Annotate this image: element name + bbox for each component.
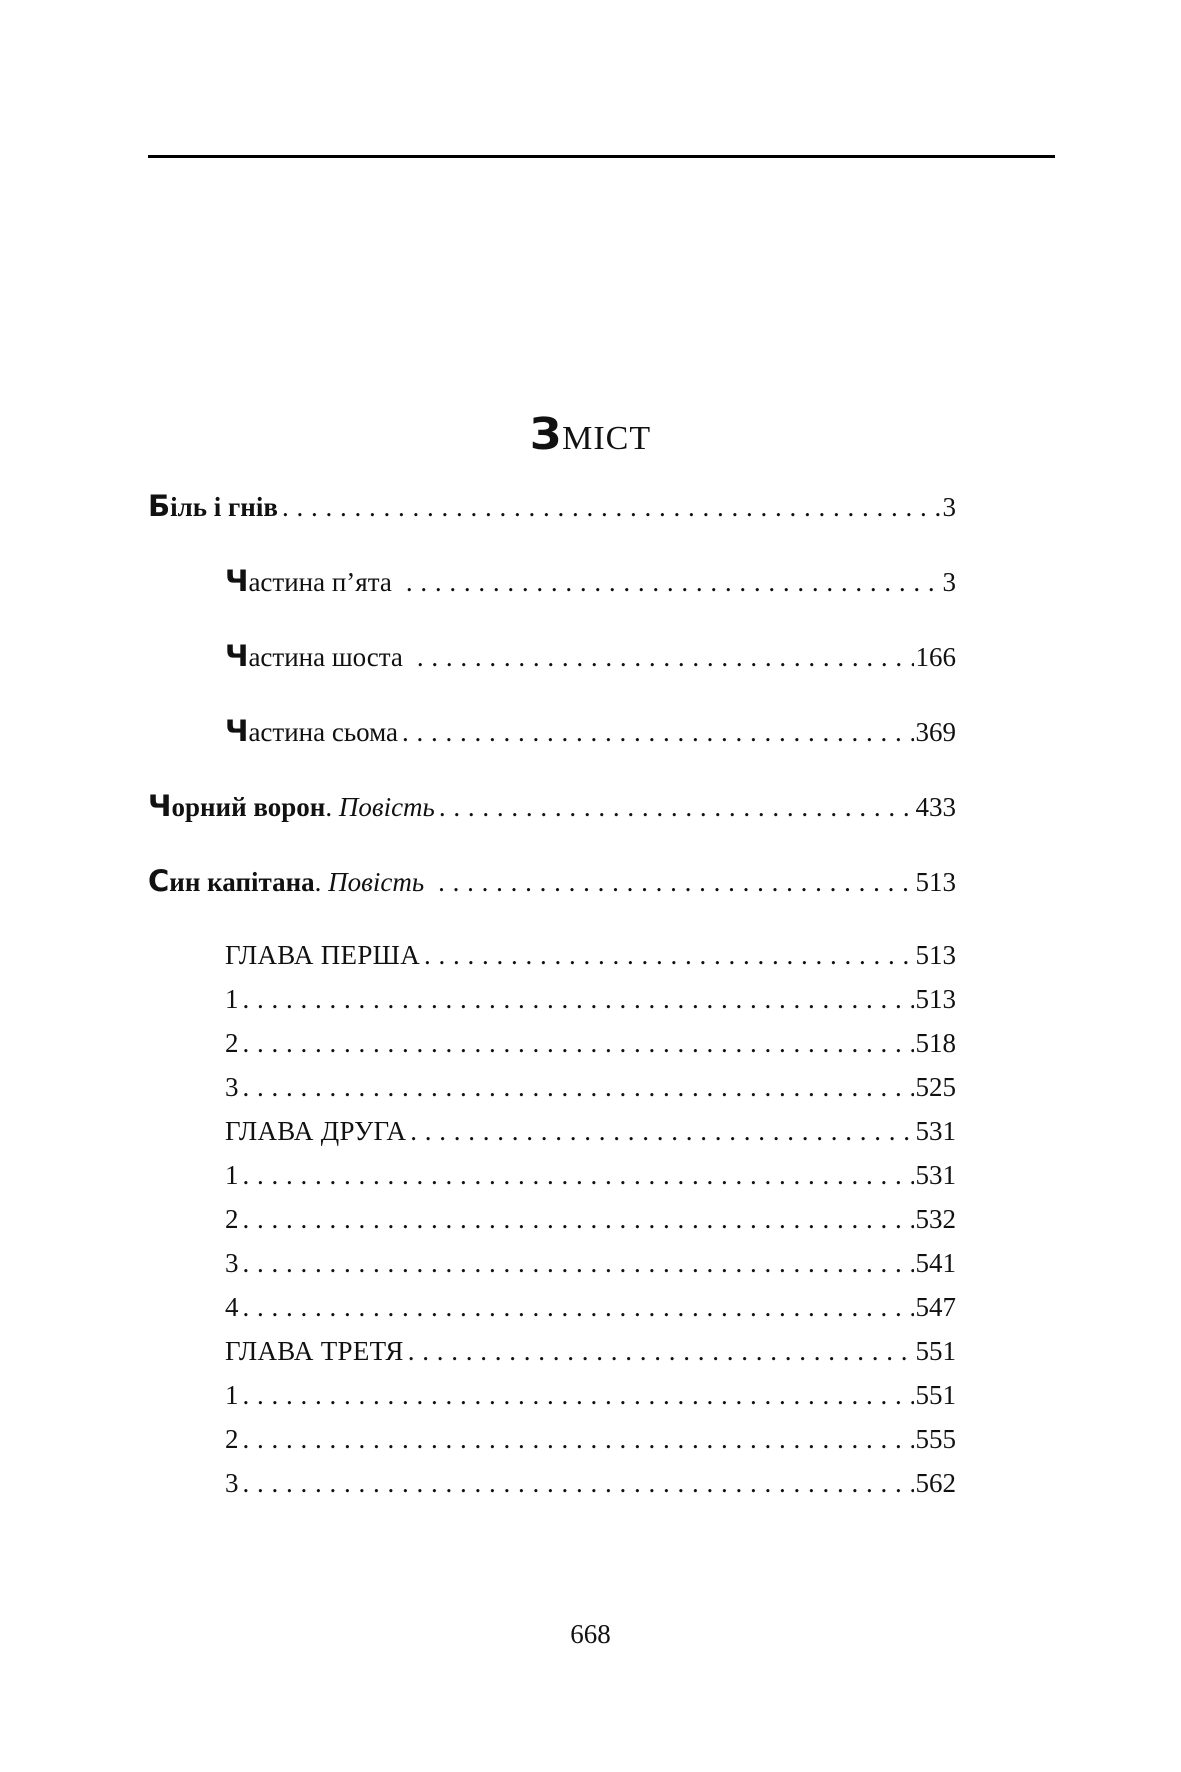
toc-entry-title: Біль і гнів [148, 489, 278, 523]
dot-leader [243, 1377, 914, 1413]
toc-entry-title: Чорний ворон. Повість [148, 789, 435, 823]
toc-entry-syn-kapitana[interactable] [148, 863, 956, 900]
dot-leader [438, 864, 913, 900]
toc-page-number: 531 [915, 1116, 956, 1146]
dot-leader [417, 639, 914, 675]
dot-leader [243, 1289, 914, 1325]
toc-page-number: 562 [915, 1468, 956, 1498]
toc-entry-section[interactable] [225, 1289, 956, 1325]
dot-leader [410, 1113, 913, 1149]
dot-leader [243, 1157, 914, 1193]
toc-entry-title: 2 [225, 1204, 239, 1234]
toc-entry-title: ГЛАВА ТРЕТЯ [225, 1336, 404, 1366]
toc-entry-section[interactable] [225, 1201, 956, 1237]
toc-entry-bil-i-hniv[interactable] [148, 488, 956, 525]
toc-page-number: 433 [915, 792, 956, 822]
toc-page-number: 513 [915, 940, 956, 970]
decorative-initial: С [148, 864, 170, 898]
toc-entry-title: 1 [225, 1380, 239, 1410]
toc-page-number: 531 [915, 1160, 956, 1190]
toc-entry-title: 4 [225, 1292, 239, 1322]
toc-entry-title: Частина п’ята [225, 564, 392, 598]
decorative-initial: Ч [225, 639, 249, 673]
toc-entry-title: 2 [225, 1424, 239, 1454]
toc-page-number: 518 [915, 1028, 956, 1058]
title-text: МІСТ [562, 420, 652, 457]
toc-page-number: 555 [915, 1424, 956, 1454]
toc-entry-genre: Повість [338, 792, 435, 822]
decorative-initial: Ч [225, 714, 249, 748]
toc-page-number: 541 [915, 1248, 956, 1278]
toc-entry-chastyna-shosta[interactable] [225, 638, 956, 675]
toc-entry-title: Частина шоста [225, 639, 403, 673]
toc-page-number: 525 [915, 1072, 956, 1102]
toc-page-number: 166 [915, 642, 956, 672]
title-separator: . [314, 867, 329, 897]
toc-page-number: 513 [915, 984, 956, 1014]
toc-entry-chornyi-voron[interactable] [148, 788, 956, 825]
toc-entry-genre: Повість [328, 867, 425, 897]
dot-leader [243, 1465, 914, 1501]
toc-entry-title: 2 [225, 1028, 239, 1058]
decorative-initial: Б [148, 489, 171, 523]
toc-entry-section[interactable] [225, 981, 956, 1017]
page-number: 668 [570, 1619, 611, 1649]
toc-entry-title: 3 [225, 1468, 239, 1498]
toc-entry-title: Частина сьома [225, 714, 399, 748]
dot-leader [243, 1245, 914, 1281]
toc-entry-section[interactable] [225, 1157, 956, 1193]
decorative-initial: Ч [148, 789, 172, 823]
dot-leader [243, 1421, 914, 1457]
toc-entry-title: 3 [225, 1072, 239, 1102]
toc-entry-section[interactable] [225, 1465, 956, 1501]
decorative-initial: Ч [225, 564, 249, 598]
toc-entry-section[interactable] [225, 1245, 956, 1281]
dot-leader [243, 1201, 914, 1237]
toc-entry-section[interactable] [225, 1421, 956, 1457]
dot-leader [282, 489, 941, 525]
dot-leader [408, 1333, 914, 1369]
toc-page-number: 369 [915, 717, 956, 747]
toc-page-number: 547 [915, 1292, 956, 1322]
title-decorative-initial: З [529, 409, 563, 460]
toc-entry-title: 1 [225, 984, 239, 1014]
toc-entry-section[interactable] [225, 1069, 956, 1105]
toc-entry-chastyna-piata[interactable] [225, 563, 956, 600]
toc-page-number: 3 [942, 567, 956, 597]
title-separator: . [325, 792, 339, 822]
toc-page-number: 532 [915, 1204, 956, 1234]
dot-leader [439, 789, 914, 825]
toc-page-number: 3 [942, 492, 956, 522]
toc-entry-chapter-1[interactable] [225, 937, 956, 973]
toc-entry-section[interactable] [225, 1377, 956, 1413]
toc-entry-title: 1 [225, 1160, 239, 1190]
dot-leader [243, 981, 914, 1017]
toc-page-number: 551 [915, 1380, 956, 1410]
toc-page-number: 551 [915, 1336, 956, 1366]
dot-leader [243, 1025, 914, 1061]
toc-entry-title: Син капітана. Повість [148, 864, 425, 898]
dot-leader [406, 564, 941, 600]
dot-leader [243, 1069, 914, 1105]
toc-entry-chapter-2[interactable] [225, 1113, 956, 1149]
dot-leader [402, 714, 913, 750]
toc-entry-title: ГЛАВА ПЕРША [225, 940, 420, 970]
toc-entry-title: 3 [225, 1248, 239, 1278]
toc-entry-chastyna-soma[interactable] [225, 713, 956, 750]
toc-entry-section[interactable] [225, 1025, 956, 1061]
dot-leader [424, 937, 914, 973]
toc-entry-title: ГЛАВА ДРУГА [225, 1116, 407, 1146]
toc-page-number: 513 [915, 867, 956, 897]
toc-entry-chapter-3[interactable] [225, 1333, 956, 1369]
